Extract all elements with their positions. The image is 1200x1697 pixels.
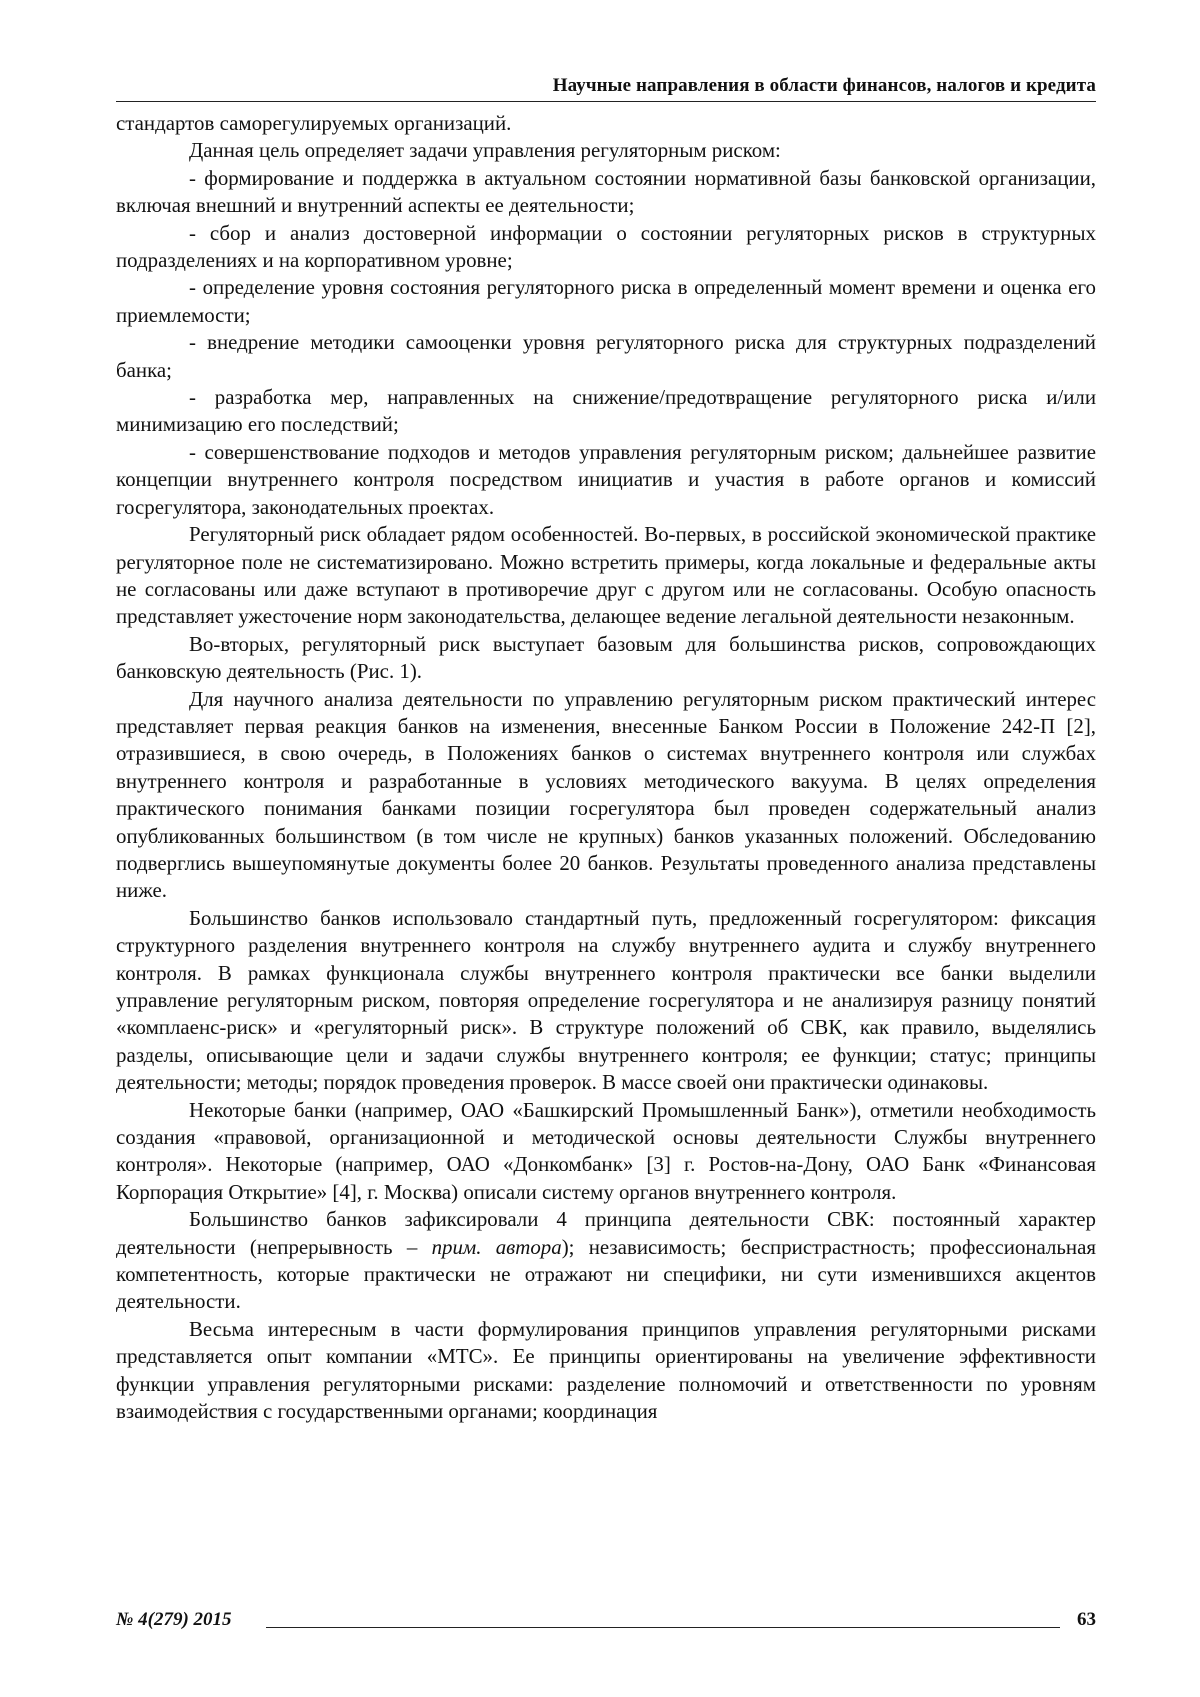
paragraph: [116, 1206, 1096, 1316]
paragraph: Некоторые банки (например, ОАО «Башкирский Промышленный Банк»), отметили необходимость создания «правовой, организационной и методической основы деятельности Службы внутреннего контроля». Некоторые (например, ОАО «Донкомбанк» [3] г. Ростов-на-Дону, ОАО Банк «Финансовая Корпорация Открытие» [4], г. Москва) описали систему органов внутреннего контроля.: [116, 1097, 1096, 1204]
paragraph: Регуляторный риск обладает рядом особенностей. Во-первых, в российской экономической практике регуляторное поле не систематизировано. Можно встретить примеры, когда локальные и федеральные акты не согласованы или даже вступают в противоречие друг с другом или не согласованы. Особую опасность представляет ужесточение норм законодательства, делающее ведение легальной деятельности незаконным.: [116, 522, 1096, 629]
paragraph-text: ); независимость; беспристрастность; профессиональная компетентность, которые практически не отражают ни специфики, ни сути изменившихся акцентов деятельности.: [116, 1234, 1096, 1314]
footer-rule: [266, 1627, 1060, 1628]
paragraph: стандартов саморегулируемых организаций.: [116, 111, 512, 135]
paragraph: Во-вторых, регуляторный риск выступает базовым для большинства рисков, сопровождающих банковскую деятельность (Рис. 1).: [116, 631, 1096, 684]
running-footer: [116, 1609, 1096, 1635]
paragraph: Для научного анализа деятельности по управлению регуляторным риском практический интерес представляет первая реакция банков на изменения, внесенные Банком России в Положение 242-П [2], отразившиеся, в свою очередь, в Положениях банков о системах внутреннего контроля или службах внутреннего контроля и разработанные в условиях методического вакуума. В целях определения практического понимания банками позиции госрегулятора был проведен содержательный анализ опубликованных большинством (в том числе не крупных) банков указанных положений. Обследованию подверглись вышеупомянутые документы более 20 банков. Результаты проведенного анализа представлены ниже.: [116, 686, 1096, 903]
list-item: - сбор и анализ достоверной информации о состоянии регуляторных рисков в структурных подразделениях и на корпоративном уровне;: [116, 220, 1096, 273]
article-body: [116, 110, 1096, 1426]
page-number: 63: [1077, 1609, 1096, 1630]
paragraph: Большинство банков использовало стандартный путь, предложенный госрегулятором: фиксация структурного разделения внутреннего контроля на службу внутреннего аудита и службу внутреннего контроля. В рамках функционала службы внутреннего контроля практически все банки выделили управление регуляторным риском, повторяя определение госрегулятора и не анализируя разницу понятий «комплаенс-риск» и «регуляторный риск». В структуре положений об СВК, как правило, выделялись разделы, описывающие цели и задачи службы внутреннего контроля; ее функции; статус; принципы деятельности; методы; порядок проведения проверок. В массе своей они практически одинаковы.: [116, 905, 1096, 1095]
list-item: - определение уровня состояния регуляторного риска в определенный момент времени и оценка его приемлемости;: [116, 275, 1096, 327]
list-item: - совершенствование подходов и методов управления регуляторным риском; дальнейшее развитие концепции внутреннего контроля посредством инициатив и участия в работе органов и комиссий госрегулятора, законодательных проектах.: [116, 439, 1096, 519]
author-note: прим. автора: [431, 1234, 562, 1259]
list-item: - разработка мер, направленных на снижение/предотвращение регуляторного риска и/или минимизацию его последствий;: [116, 385, 1096, 437]
list-item: - формирование и поддержка в актуальном состоянии нормативной базы банковской организации, включая внешний и внутренний аспекты ее деятельности;: [116, 165, 1096, 218]
issue-number: № 4(279) 2015: [116, 1609, 246, 1631]
list-item: - внедрение методики самооценки уровня регуляторного риска для структурных подразделений банка;: [116, 330, 1096, 382]
paragraph-text: Большинство банков зафиксировали 4 принципа деятельности СВК: постоянный характер деятельности (непрерывность –: [116, 1207, 1096, 1259]
paragraph: Весьма интересным в части формулирования принципов управления регуляторными рисками представляется опыт компании «МТС». Ее принципы ориентированы на увеличение эффективности функции управления регуляторными рисками: разделение полномочий и ответственности по уровням взаимодействия с государственными органами; координация: [116, 1316, 1096, 1424]
running-header: [116, 73, 1096, 102]
journal-section-title: Научные направления в области финансов, налогов и кредита: [552, 75, 1096, 96]
paragraph: Данная цель определяет задачи управления регуляторным риском:: [189, 138, 781, 163]
